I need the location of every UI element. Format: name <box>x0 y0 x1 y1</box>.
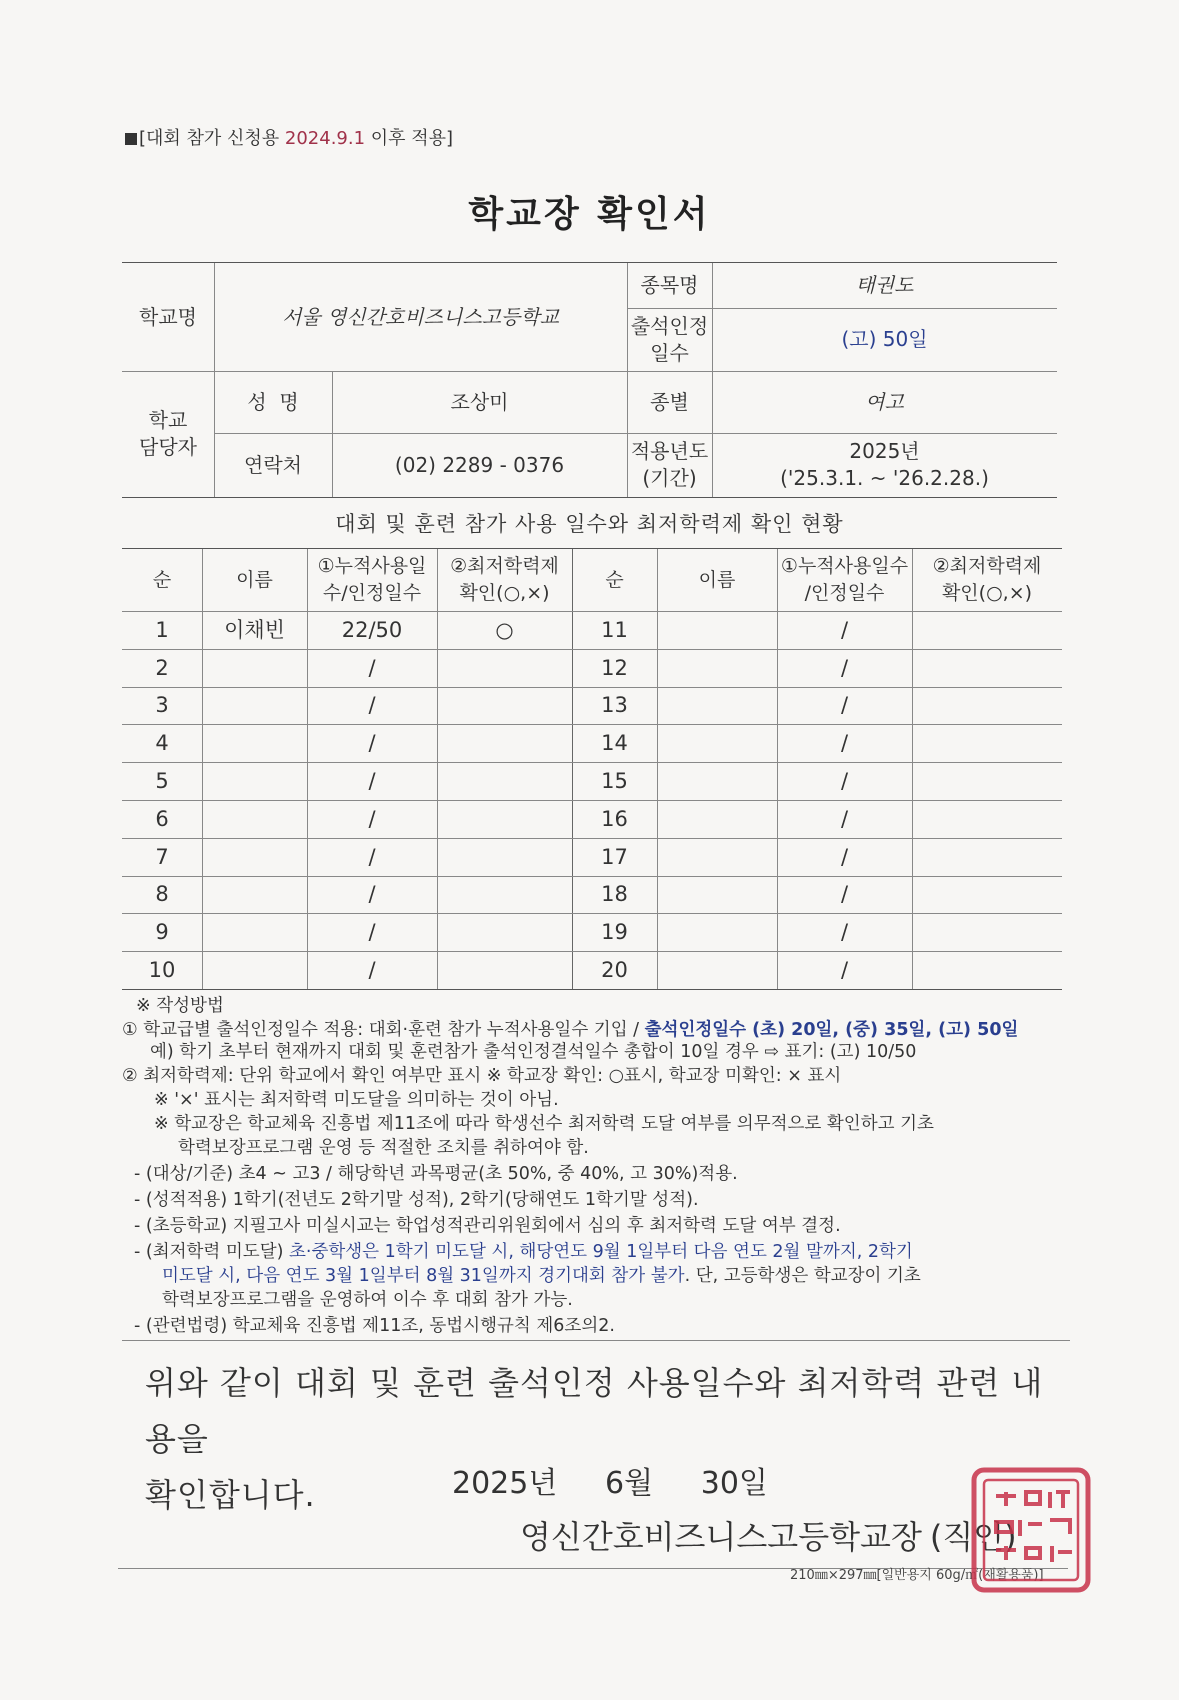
cell-days: / <box>368 957 376 982</box>
section-title: 대회 및 훈련 참가 사용 일수와 최저학력제 확인 현황 <box>335 512 844 536</box>
cell-name-right <box>657 724 777 762</box>
detail-4-cont: 미도달 시, 다음 연도 3월 1일부터 8월 31일까지 경기대회 참가 불가. 단, 고등학생은 학교장이 기초 <box>162 1266 921 1286</box>
cell-name <box>202 876 307 914</box>
cell-name <box>202 762 307 800</box>
cell-no: 2 <box>155 655 169 680</box>
cell-days: / <box>368 768 376 793</box>
cell-name <box>202 800 307 838</box>
header-note-date: 2024.9.1 <box>284 128 366 149</box>
paper-spec-note: 210㎜×297㎜[일반용지 60g/㎡(재활용품)] <box>790 1568 1044 1583</box>
cell-no-right: 19 <box>601 920 628 945</box>
cell-name <box>202 913 307 951</box>
cell-no: 1 <box>155 617 169 642</box>
year-label: 적용년도 (기간) <box>630 439 709 490</box>
cell-name <box>202 724 307 762</box>
cell-no: 5 <box>155 768 169 793</box>
info-table <box>122 262 1057 498</box>
cell-name-right <box>657 838 777 876</box>
cell-no-right: 18 <box>601 882 628 907</box>
header-name-right: 이름 <box>698 568 736 591</box>
cell-name-right <box>657 876 777 914</box>
cell-check <box>437 876 572 914</box>
cell-check-right <box>912 800 1062 838</box>
cell-no: 4 <box>155 731 169 756</box>
cell-name-right <box>657 649 777 687</box>
cell-no-right: 14 <box>601 731 628 756</box>
detail-3: - (초등학교) 지필고사 미실시교는 학업성적관리위원회에서 심의 후 최저학력 도달 여부 결정. <box>134 1216 841 1236</box>
header-check-right: ②최저학력제 확인(○,×) <box>932 555 1042 604</box>
cell-name <box>202 838 307 876</box>
cell-check <box>437 913 572 951</box>
cell-days: / <box>368 655 376 680</box>
header-no-right: 순 <box>605 568 624 591</box>
detail-1: - (대상/기준) 초4 ~ 고3 / 해당학년 과목평균(초 50%, 중 40%, 고 30%)적용. <box>134 1164 738 1184</box>
divider <box>122 1340 1070 1341</box>
cell-check <box>437 800 572 838</box>
contact-value: (02) 2289 - 0376 <box>394 452 565 477</box>
school-label: 학교명 <box>139 304 197 329</box>
cell-no-right: 13 <box>601 693 628 718</box>
cell-no: 7 <box>155 844 169 869</box>
school-value: 서울 영신간호비즈니스고등학교 <box>282 304 559 329</box>
detail-4: - (최저학력 미도달) 초·중학생은 1학기 미도달 시, 해당연도 9월 1일부터 다음 연도 2월 말까지, 2학기 <box>134 1242 913 1262</box>
note-2-p2: 학력보장프로그램 운영 등 적절한 조치를 취하여야 함. <box>178 1138 589 1158</box>
manager-label: 학교 담당자 <box>139 408 197 459</box>
notes-heading: ※ 작성방법 <box>136 996 224 1016</box>
cell-check-right <box>912 611 1062 649</box>
cell-days: 22/50 <box>341 617 403 642</box>
cell-check-right <box>912 913 1062 951</box>
contact-label: 연락처 <box>244 452 302 477</box>
cell-days-right: / <box>840 957 849 982</box>
cell-no: 9 <box>155 920 169 945</box>
cell-no-right: 16 <box>601 806 628 831</box>
cell-days-right: / <box>840 920 849 945</box>
header-days: ①누적사용일 수/인정일수 <box>317 555 427 604</box>
cell-no-right: 15 <box>601 768 628 793</box>
note-1-example: 예) 학기 초부터 현재까지 대회 및 훈련참가 출석인정결석일수 총합이 10일 경우 ⇨ 표기: (고) 10/50 <box>150 1042 917 1062</box>
cell-days-right: / <box>840 882 849 907</box>
sign-date: 2025년 6월 30일 <box>452 1466 768 1501</box>
cell-check-right <box>912 724 1062 762</box>
cell-name-right <box>657 611 777 649</box>
cell-check <box>437 838 572 876</box>
header-name: 이름 <box>236 568 273 591</box>
cell-name: 이채빈 <box>224 617 285 642</box>
school-seal-stamp-icon <box>968 1462 1096 1598</box>
cell-no-right: 17 <box>601 844 628 869</box>
name-label: 성 명 <box>247 389 299 414</box>
note-1: ① 학교급별 출석인정일수 적용: 대회·훈련 참가 누적사용일수 기입 / 출석인정일수 (초) 20일, (중) 35일, (고) 50일 <box>122 1020 1019 1040</box>
cell-check-right <box>912 687 1062 725</box>
cell-days-right: / <box>840 617 849 642</box>
cell-no: 10 <box>148 957 176 982</box>
name-value: 조상미 <box>450 389 509 414</box>
cell-days: / <box>368 844 376 869</box>
cell-no-right: 20 <box>601 957 628 982</box>
cell-name <box>202 687 307 725</box>
cell-days-right: / <box>840 693 849 718</box>
cell-name-right <box>657 687 777 725</box>
detail-2: - (성적적용) 1학기(전년도 2학기말 성적), 2학기(당해연도 1학기말 성적). <box>134 1190 699 1210</box>
cell-name <box>202 649 307 687</box>
confirm-text: 위와 같이 대회 및 훈련 출석인정 사용일수와 최저학력 관련 내용을 확인합니다. <box>145 1364 1044 1514</box>
principal-name: 영신간호비즈니스고등학교장 (직인) <box>520 1518 1017 1556</box>
cell-check-right <box>912 762 1062 800</box>
cell-check <box>437 724 572 762</box>
note-2-p1: ※ 학교장은 학교체육 진흥법 제11조에 따라 학생선수 최저학력 도달 여부를 의무적으로 확인하고 기초 <box>154 1114 934 1134</box>
header-no: 순 <box>152 568 172 591</box>
cell-check <box>437 951 572 989</box>
cell-name <box>202 951 307 989</box>
header-check: ②최저학력제 확인(○,×) <box>450 555 559 604</box>
cell-days: / <box>368 920 376 945</box>
cell-days-right: / <box>840 806 849 831</box>
cell-name-right <box>657 762 777 800</box>
type-value: 여고 <box>865 389 904 414</box>
seal-word: (직인) <box>929 1518 1017 1556</box>
cell-check <box>437 762 572 800</box>
cell-days-right: / <box>840 731 849 756</box>
cell-check-right <box>912 649 1062 687</box>
cell-no: 8 <box>155 882 169 907</box>
cell-name-right <box>657 800 777 838</box>
header-note: [대회 참가 신청용 2024.9.1 이후 적용] <box>125 124 453 150</box>
cell-name-right <box>657 913 777 951</box>
year-value: 2025년 ('25.3.1. ~ '26.2.28.) <box>780 439 989 490</box>
cell-days-right: / <box>840 768 849 793</box>
cell-no: 3 <box>155 693 169 718</box>
note-2-x: ※ '×' 표시는 최저학력 미도달을 의미하는 것이 아님. <box>154 1090 559 1110</box>
cell-check-right <box>912 838 1062 876</box>
document-title: 학교장 확인서 <box>468 194 711 235</box>
detail-5: - (관련법령) 학교체육 진흥법 제11조, 동법시행규칙 제6조의2. <box>134 1316 615 1336</box>
cell-check <box>437 649 572 687</box>
cell-check-right <box>912 876 1062 914</box>
cell-days: / <box>368 806 376 831</box>
detail-4-cont-2: 학력보장프로그램을 운영하여 이수 후 대회 참가 가능. <box>162 1290 573 1310</box>
attendance-label: 출석인정 일수 <box>630 313 709 365</box>
cell-no-right: 12 <box>601 655 628 680</box>
cell-days-right: / <box>840 844 849 869</box>
cell-days-right: / <box>840 655 849 680</box>
usage-table <box>122 548 1062 990</box>
header-days-right: ①누적사용일수 /인정일수 <box>780 555 909 604</box>
square-bullet-icon <box>125 133 137 145</box>
note-2: ② 최저학력제: 단위 학교에서 확인 여부만 표시 ※ 학교장 확인: ○표시, 학교장 미확인: × 표시 <box>122 1066 842 1086</box>
cell-name-right <box>657 951 777 989</box>
attendance-value: (고) 50일 <box>841 327 928 351</box>
type-label: 종별 <box>650 389 689 414</box>
cell-days: / <box>368 731 376 756</box>
cell-no-right: 11 <box>601 617 628 642</box>
cell-check <box>437 687 572 725</box>
cell-check: ○ <box>495 617 514 642</box>
cell-days: / <box>368 693 376 718</box>
cell-no: 6 <box>155 806 169 831</box>
sport-label: 종목명 <box>640 273 699 297</box>
cell-check-right <box>912 951 1062 989</box>
cell-days: / <box>368 882 376 907</box>
sport-value: 태권도 <box>855 273 914 297</box>
